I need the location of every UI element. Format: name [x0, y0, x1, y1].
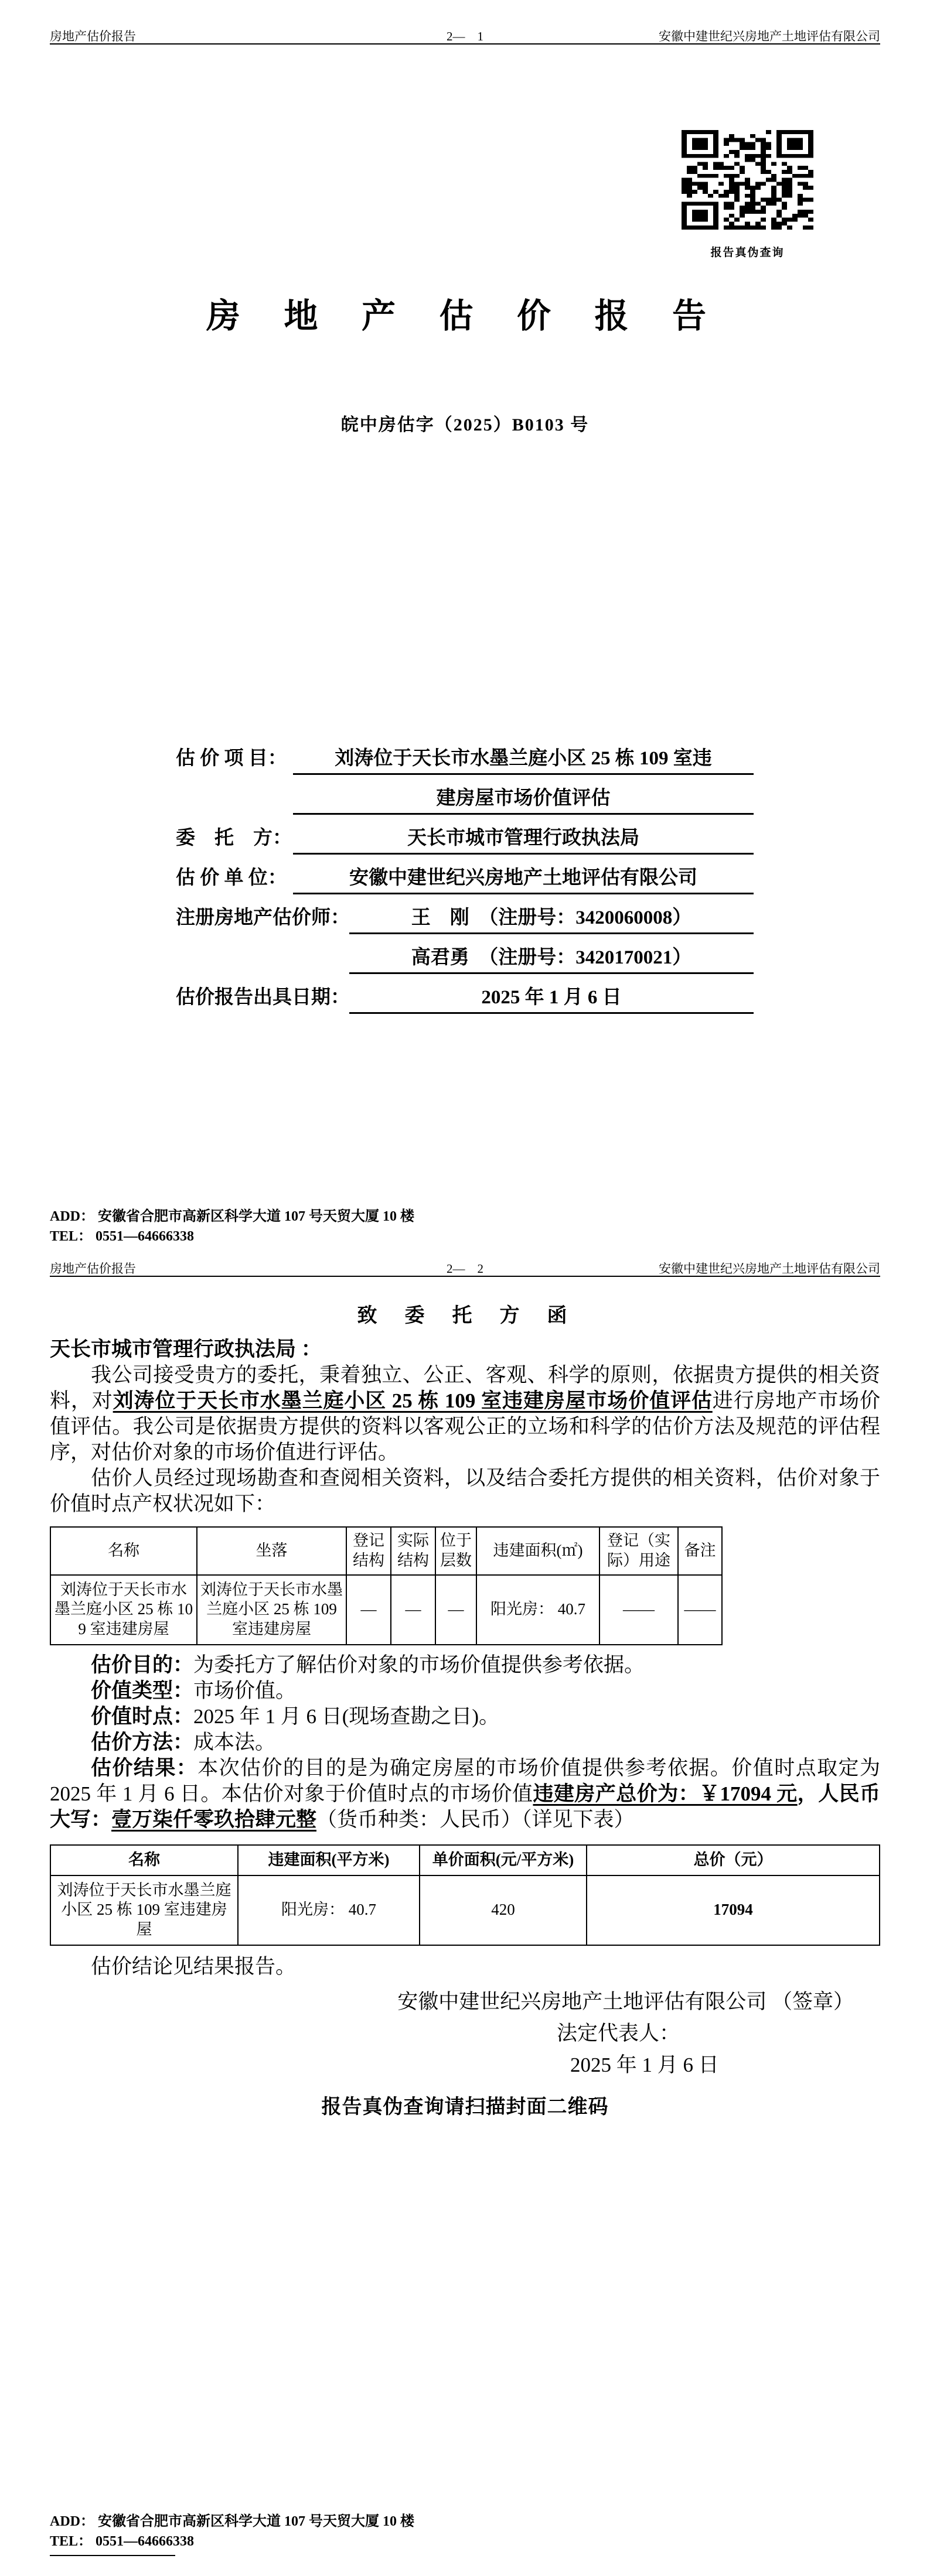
footer-address: ADD： 安徽省合肥市高新区科学大道 107 号天贸大厦 10 楼 [50, 2514, 414, 2529]
form-value-project-line2: 建房屋市场价值评估 [293, 785, 754, 815]
item-method-label: 估价方法： [91, 1730, 194, 1754]
table1-header-name: 名称 [50, 1527, 197, 1575]
table2-header-area: 违建面积(平方米) [238, 1845, 420, 1875]
table1-cell-location: 刘涛位于天长市水墨兰庭小区 25 栋 109 室违建房屋 [197, 1575, 346, 1645]
form-row-agency [176, 865, 754, 894]
table1-cell-actual-structure: — [391, 1575, 435, 1645]
table1-header-location: 坐落 [197, 1527, 346, 1575]
letter-body [50, 1337, 880, 2120]
item-method-text: 成本法。 [193, 1730, 276, 1754]
result-text3: （货币种类：人民币）（详见下表） [316, 1808, 635, 1831]
footer-tel: TEL： 0551—64666338 [50, 1229, 195, 1244]
page1-footer [50, 1207, 414, 1246]
item-purpose-label: 估价目的： [91, 1653, 194, 1676]
table1-cell-name: 刘涛位于天长市水墨兰庭小区 25 栋 109 室违建房屋 [50, 1575, 197, 1645]
result-amount-words: 壹万柒仟零玖拾肆元整 [111, 1808, 317, 1831]
page2-header-rule [50, 1276, 880, 1277]
page1-page-number: 2— 1 [447, 29, 483, 43]
table2-cell-unit-price: 420 [420, 1875, 587, 1945]
intro-project-name: 刘涛位于天长市水墨兰庭小区 25 栋 109 室违建房屋市场价值评估 [113, 1389, 713, 1412]
item-value-type-text: 市场价值。 [193, 1679, 297, 1702]
result-text2: ，人民币大写： [50, 1782, 880, 1831]
table2-cell-area: 阳光房： 40.7 [238, 1875, 420, 1945]
page1-header-title: 房地产估价报告 [50, 29, 136, 43]
form-label-agency: 估 价 单 位： [176, 867, 287, 889]
company-signature-line: 安徽中建世纪兴房地产土地评估有限公司 （签章） [397, 1990, 854, 2013]
item-value-date [50, 1704, 880, 1730]
qr-caption: 报告真伪查询 [710, 247, 785, 259]
table1-header-reg-structure: 登记结构 [346, 1527, 391, 1575]
salutation: 天长市城市管理行政执法局 ： [50, 1338, 322, 1361]
form-label-client: 委 托 方： [176, 828, 292, 849]
page1-header [50, 27, 880, 45]
qr-code-block [682, 130, 813, 259]
form-row-appraiser1 [176, 904, 754, 934]
item-purpose-text: 为委托方了解估价对象的市场价值提供参考依据。 [193, 1653, 645, 1676]
intro-post: 进行房地产市场价值评估。我公司是依据贵方提供的资料以客观公正的立场和科学的估价方法及规范的评估程序，对估价对象的市场价值进行评估。 [50, 1389, 880, 1464]
table1-cell-area: 阳光房： 40.7 [476, 1575, 599, 1645]
table1-header-area: 违建面积(㎡) [476, 1527, 599, 1575]
valuation-result-table [50, 1844, 880, 1946]
scan-qr-note: 报告真伪查询请扫描封面二维码 [321, 2096, 609, 2118]
table1-header-actual-structure: 实际结构 [391, 1527, 435, 1575]
table1-cell-reg-structure: — [346, 1575, 391, 1645]
table2-cell-total: 17094 [587, 1875, 880, 1945]
item-value-type [50, 1678, 880, 1704]
table1-cell-floor: — [435, 1575, 476, 1645]
table2-data-row [50, 1875, 880, 1945]
item-value-date-text: 2025 年 1 月 6 日(现场查勘之日)。 [193, 1704, 500, 1728]
property-status-table [50, 1526, 723, 1645]
form-row-client [176, 825, 754, 855]
table1-header-floor: 位于层数 [435, 1527, 476, 1575]
page2-footer [50, 2512, 414, 2551]
form-value-client: 天长市城市管理行政执法局 [293, 825, 754, 855]
page2-header-company: 安徽中建世纪兴房地产土地评估有限公司 [659, 1262, 880, 1276]
legal-representative-line: 法定代表人： [557, 2021, 680, 2045]
result-label: 估价结果： [91, 1756, 198, 1779]
table2-header-row [50, 1845, 880, 1875]
form-label-appraiser: 注册房地产估价师： [176, 907, 350, 928]
table1-header-row [50, 1527, 722, 1575]
form-row-project [176, 745, 754, 775]
result-paragraph [50, 1755, 880, 1833]
table1-cell-remark: —— [678, 1575, 722, 1645]
form-label-project: 估 价 项 目： [176, 748, 287, 769]
form-label-issue-date: 估价报告出具日期： [176, 987, 350, 1008]
table2-cell-name: 刘涛位于天长市水墨兰庭小区 25 栋 109 室违建房屋 [50, 1875, 238, 1945]
form-label-empty2 [176, 944, 349, 974]
form-value-issue-date: 2025 年 1 月 6 日 [349, 984, 754, 1014]
table1-data-row [50, 1575, 722, 1645]
footer-address: ADD： 安徽省合肥市高新区科学大道 107 号天贸大厦 10 楼 [50, 1209, 414, 1224]
report-title: 房 地 产 估 价 报 告 [206, 297, 724, 335]
cover-form [176, 745, 754, 1024]
form-row-project-cont [176, 785, 754, 815]
page-bottom-separator [50, 2555, 175, 2556]
footer-tel: TEL： 0551—64666338 [50, 2534, 195, 2549]
page1-header-rule [50, 43, 880, 45]
table1-header-remark: 备注 [678, 1527, 722, 1575]
page2-header-title: 房地产估价报告 [50, 1262, 136, 1276]
table2-header-unit-price: 单价面积(元/平方米) [420, 1845, 587, 1875]
item-purpose [50, 1652, 880, 1678]
page2-header [50, 1259, 880, 1277]
report-doc-number: 皖中房估字（2025）B0103 号 [340, 415, 590, 435]
qr-code-icon [682, 130, 813, 230]
result-total-price: 违建房产总价为：￥17094 元 [533, 1782, 798, 1805]
conclusion-note: 估价结论见结果报告。 [91, 1955, 297, 1978]
page1-header-company: 安徽中建世纪兴房地产土地评估有限公司 [659, 29, 880, 43]
intro-pre: 我公司接受贵方的委托，秉着独立、公正、客观、科学的原则，依据贵方提供的相关资料，对 [50, 1364, 880, 1412]
survey-paragraph: 估价人员经过现场勘查和查阅相关资料，以及结合委托方提供的相关资料，估价对象于价值时点产权状况如下： [50, 1467, 880, 1515]
form-label-empty [176, 785, 293, 815]
item-method [50, 1730, 880, 1755]
table1-header-use: 登记（实际）用途 [599, 1527, 678, 1575]
form-row-issue-date [176, 984, 754, 1014]
result-text1: 本次估价的目的是为确定房屋的市场价值提供参考依据。价值时点取定为 2025 年 1 月 6 日。本估价对象于价值时点的市场价值 [50, 1756, 880, 1805]
form-value-project-line1: 刘涛位于天长市水墨兰庭小区 25 栋 109 室违 [293, 745, 754, 775]
table1-cell-use: —— [599, 1575, 678, 1645]
form-row-appraiser2 [176, 944, 754, 974]
letter-title: 致 委 托 方 函 [357, 1305, 573, 1327]
page2-page-number: 2— 2 [447, 1262, 483, 1276]
form-value-appraiser2: 高君勇 （注册号：3420170021） [349, 944, 754, 974]
table2-header-total: 总价（元） [587, 1845, 880, 1875]
form-value-agency: 安徽中建世纪兴房地产土地评估有限公司 [293, 865, 754, 894]
table2-header-name: 名称 [50, 1845, 238, 1875]
form-value-appraiser1: 王 刚 （注册号：3420060008） [349, 904, 754, 934]
item-value-type-label: 价值类型： [91, 1679, 194, 1702]
item-value-date-label: 价值时点： [91, 1704, 194, 1728]
intro-paragraph [50, 1362, 880, 1465]
signature-date: 2025 年 1 月 6 日 [570, 2053, 719, 2076]
